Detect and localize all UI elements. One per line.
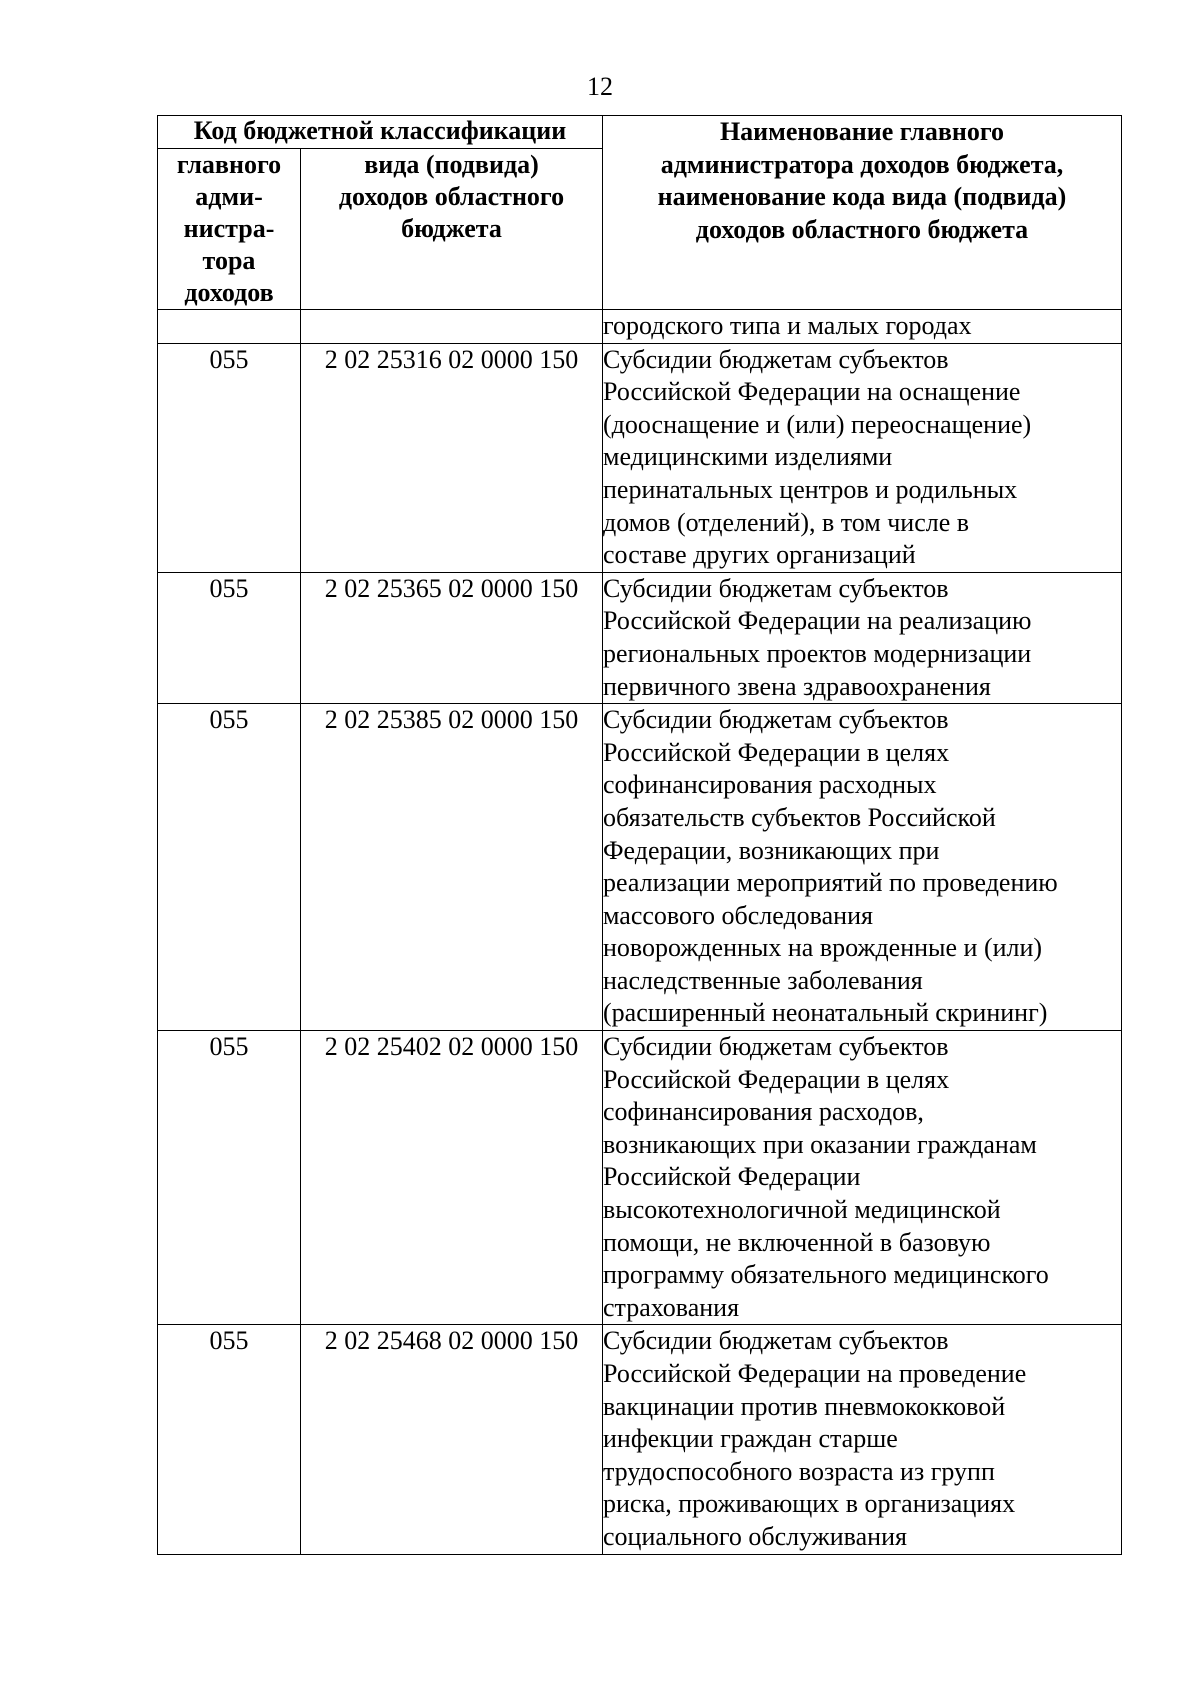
admin-code-cell: 055	[158, 1031, 301, 1325]
name-line: Субсидии бюджетам субъектов	[603, 573, 949, 603]
name-line: Субсидии бюджетам субъектов	[603, 344, 949, 374]
name-line: обязательств субъектов Российской	[603, 802, 996, 832]
name-line: риска, проживающих в организациях	[603, 1489, 1016, 1519]
header-admin-line: доходов	[184, 278, 274, 307]
name-line: вакцинации против пневмококковой	[603, 1391, 1006, 1421]
income-name-cell	[603, 343, 1122, 572]
name-line: социального обслуживания	[603, 1521, 907, 1551]
table-row	[158, 1325, 1122, 1554]
header-name-line: наименование кода вида (подвида)	[657, 182, 1067, 212]
name-line: (расширенный неонатальный скрининг)	[603, 998, 1048, 1028]
name-line: Федерации, возникающих при	[603, 835, 940, 865]
income-code-cell: 2 02 25365 02 0000 150	[301, 572, 603, 703]
name-line: Субсидии бюджетам субъектов	[603, 705, 949, 735]
table-row	[158, 343, 1122, 572]
name-line: массового обследования	[603, 900, 873, 930]
header-admin-line: адми-	[195, 182, 263, 211]
name-line: страхования	[603, 1292, 740, 1322]
name-line: реализации мероприятий по проведению	[603, 868, 1058, 898]
admin-code-cell: 055	[158, 572, 301, 703]
admin-code-cell: 055	[158, 704, 301, 1031]
name-line: Российской Федерации на реализацию	[603, 606, 1032, 636]
name-line: программу обязательного медицинского	[603, 1260, 1049, 1290]
header-admin-line: главного	[176, 150, 282, 179]
budget-classification-table	[157, 115, 1122, 1555]
header-admin-line: нистра-	[183, 214, 275, 243]
header-name-line: Наименование главного	[719, 117, 1005, 146]
name-line: первичного звена здравоохранения	[603, 671, 991, 701]
income-code-cell: 2 02 25402 02 0000 150	[301, 1031, 603, 1325]
income-name-cell	[603, 572, 1122, 703]
name-line: (дооснащение и (или) переоснащение)	[603, 409, 1032, 439]
name-line: софинансирования расходных	[603, 770, 937, 800]
page-number: 12	[587, 72, 613, 101]
name-line: Российской Федерации	[603, 1162, 861, 1192]
table-row	[158, 1031, 1122, 1325]
income-name-cell	[603, 1031, 1122, 1325]
income-name-cell	[603, 1325, 1122, 1554]
admin-code-cell	[158, 310, 301, 344]
income-name-cell	[603, 310, 1122, 344]
header-admin-line: тора	[202, 246, 256, 275]
name-line: городского типа и малых городах	[603, 311, 972, 340]
name-line: медицинскими изделиями	[603, 442, 893, 472]
name-line: помощи, не включенной в базовую	[603, 1227, 991, 1257]
name-line: возникающих при оказании гражданам	[603, 1129, 1037, 1159]
name-line: Субсидии бюджетам субъектов	[603, 1326, 949, 1356]
name-line: Российской Федерации на проведение	[603, 1359, 1027, 1388]
header-row-1	[158, 116, 1122, 149]
name-line: региональных проектов модернизации	[603, 638, 1032, 668]
table-row	[158, 310, 1122, 344]
header-kind-column	[301, 149, 603, 310]
header-kind-line: вида (подвида)	[364, 150, 539, 179]
name-line: Российской Федерации в целях	[603, 737, 950, 767]
admin-code-cell: 055	[158, 343, 301, 572]
name-line: домов (отделений), в том числе в	[603, 507, 970, 537]
table-body	[158, 310, 1122, 1555]
header-name-line: доходов областного бюджета	[695, 214, 1029, 244]
table-row	[158, 572, 1122, 703]
income-name-cell	[603, 704, 1122, 1031]
admin-code-cell: 055	[158, 1325, 301, 1554]
name-line: наследственные заболевания	[603, 965, 923, 995]
name-line: инфекции граждан старше	[603, 1424, 898, 1454]
name-line: Российской Федерации на оснащение	[603, 377, 1021, 407]
header-kind-line: доходов областного	[338, 182, 565, 211]
name-line: высокотехнологичной медицинской	[603, 1195, 1001, 1225]
header-classification-code: Код бюджетной классификации	[158, 116, 603, 149]
header-admin-column	[158, 149, 301, 310]
name-line: Российской Федерации в целях	[603, 1064, 950, 1094]
name-line: перинатальных центров и родильных	[603, 474, 1018, 504]
income-code-cell: 2 02 25468 02 0000 150	[301, 1325, 603, 1554]
name-line: трудоспособного возраста из групп	[603, 1456, 995, 1486]
header-kind-line: бюджета	[401, 214, 502, 243]
header-name-column	[603, 116, 1122, 310]
name-line: новорожденных на врожденные и (или)	[603, 933, 1043, 963]
income-code-cell: 2 02 25385 02 0000 150	[301, 704, 603, 1031]
name-line: составе других организаций	[603, 540, 916, 570]
name-line: софинансирования расходов,	[603, 1097, 924, 1127]
header-name-line: администратора доходов бюджета,	[660, 149, 1064, 179]
income-code-cell: 2 02 25316 02 0000 150	[301, 343, 603, 572]
name-line: Субсидии бюджетам субъектов	[603, 1032, 949, 1062]
table-header	[158, 116, 1122, 310]
table-row	[158, 704, 1122, 1031]
income-code-cell	[301, 310, 603, 344]
